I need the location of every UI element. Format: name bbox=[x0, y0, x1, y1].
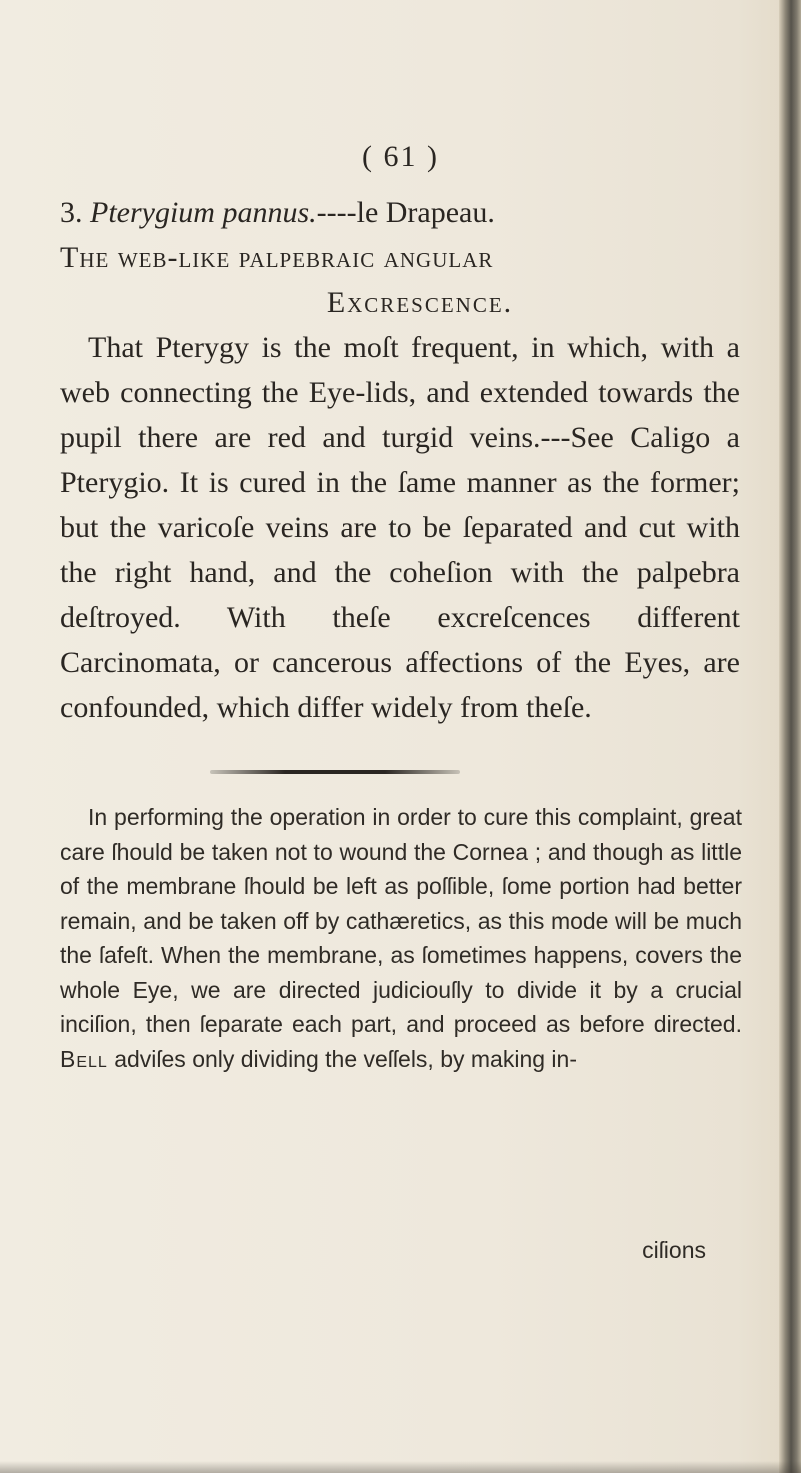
french-name: le Drapeau. bbox=[356, 196, 495, 229]
main-text-block bbox=[60, 190, 740, 730]
page-edge-shadow bbox=[779, 0, 801, 1473]
footnote-text: In performing the operation in order to cure this complaint, great care ſhould be taken not to wound the Cornea ; and though as little of the membrane ſhould be left as poſſible, ſome portion had better remain, and be taken off by cathæretics, as this mode will be much the ſafeſt. When the membrane, as ſometimes happens, covers the whole Eye, we are directed judiciouſly to divide it by a crucial inciſion, then ſeparate each part, and proceed as before directed. bbox=[60, 804, 742, 1037]
footnote-block bbox=[60, 800, 742, 1076]
catchword: ciſions bbox=[642, 1237, 706, 1263]
section-heading bbox=[60, 190, 740, 235]
english-name-line1: The web-like palpebraic angular bbox=[60, 241, 494, 274]
section-number: 3. bbox=[60, 196, 83, 229]
english-name-line2: Excrescence. bbox=[326, 286, 514, 319]
page-number: ( 61 ) bbox=[362, 140, 439, 173]
section-divider-rule bbox=[210, 770, 460, 774]
author-name: Bell bbox=[60, 1045, 108, 1072]
page-bottom-shadow bbox=[0, 1461, 801, 1473]
footnote-paragraph bbox=[60, 800, 742, 1076]
heading-dash: ---- bbox=[316, 196, 357, 229]
latin-name: Pterygium pannus. bbox=[90, 196, 317, 229]
footnote-text-continued: adviſes only dividing the veſſels, by making in- bbox=[114, 1045, 577, 1072]
main-paragraph: That Pterygy is the moſt frequent, in which, with a web connecting the Eye-lids, and extended towards the pupil there are red and turgid veins.---See Caligo a Pterygio. It is cured in the ſame manner as the former; but the varicoſe veins are to be ſeparated and cut with the right hand, and the coheſion with the palpebra deſtroyed. With theſe excreſcences different Carcinomata, or cancerous affections of the Eyes, are confounded, which differ widely from theſe. bbox=[60, 331, 740, 724]
